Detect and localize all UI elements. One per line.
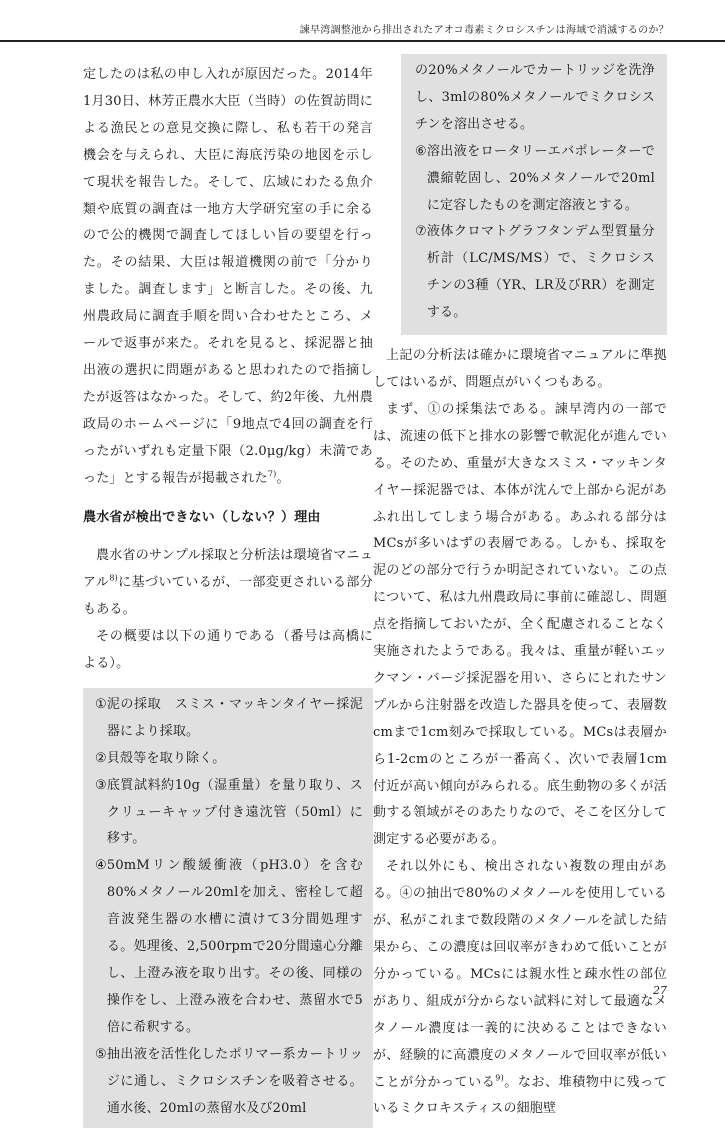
procedure-step (415, 219, 655, 327)
procedure-box-continued (401, 54, 667, 335)
step-text: 50mMリン酸緩衝液（pH3.0）を含む80%メタノール20mlを加え、密栓して超音波発生器の水槽に漬けて3分間処理する。処理後、2,500rpmで20分間遠心分離し、上澄み液を取り出す。その後、同様の操作をし、上澄み液を合わせ、蒸留水で5倍に希釈する。 (106, 858, 363, 1035)
step-number: ④ (95, 858, 107, 874)
paragraph: 定したのは私の申し入れが原因だった。2014年1月30日、林芳正農水大臣（当時）の佐賀訪問による漁民との意見交換に際し、私も若干の発言機会を与えられ、大臣に海底汚染の地図を示して現状を報告した。そして、広域にわたる魚介類や底質の調査は一地方大学研究室の手に余るので公的機関で調査してほしい旨の要望を行った。その結果、大臣は報道機関の前で「分かりました。調査します」と断言した。その後、九州農政局に調査手順を問い合わせたところ、メールで返事が来た。それを見ると、採泥器と抽出液の選択に問題があると思われたので指摘したが返答はなかった。そして、約2年後、九州農政局のホームページに「9地点で4回の調査を行ったがいずれも定量下限（2.0μg/kg）未満であった」とする報告が掲載された$^{7)}$。 (83, 67, 373, 486)
procedure-step (95, 773, 363, 854)
step-text: 底質試料約10g（湿重量）を量り取り、スクリューキャップ付き遠沈管（50ml）に移す。 (106, 777, 363, 847)
paragraph: まず、①の採集法である。諫早湾内の一部では、流速の低下と排水の影響で軟泥化が進んでいる。そのため、重量が大きなスミス・マッキンタイヤー採泥器では、本体が沈んで上部から泥があふれ出してしまう場合がある。あふれる部分はMCsが多いはずの表層である。しかも、採取を泥のどの部分で行うか明記されていない。この点について、私は九州農政局に事前に確認し、問題点を指摘しておいたが、全く配慮されることなく実施されたようである。我々は、重量が軽いエックマン・バージ採泥器を用い、さらにとれたサンプルから注射器を改造した器具を使って、表層数cmまで1cm刻みで採取している。MCsは表層から1-2cmのところが一番高く、次いで表層1cm付近が高い傾向がみられる。底生動物の多くが活動する領域がそのあたりなので、そこを区分して測定する必要がある。 (373, 401, 667, 848)
step-text: 液体クロマトグラフタンデム型質量分析計（LC/MS/MS）で、ミクロシスチンの3種（YR、LR及びRR）を測定する。 (426, 224, 655, 321)
procedure-step (95, 853, 363, 1041)
paragraph: その概要は以下の通りである（番号は高橋による）。 (83, 629, 373, 672)
step-text: 泥の採取 スミス・マッキンタイヤー採泥器により採取。 (106, 696, 363, 739)
step-number: ② (95, 750, 107, 766)
step-text: の20%メタノールでカートリッジを洗浄し、3mlの80%メタノールでミクロシスチンを溶出させる。 (415, 63, 655, 132)
procedure-step (95, 1042, 363, 1123)
running-head-title: 諫早湾調整池から排出されたアオコ毒素ミクロシスチンは海域で消滅するのか？ (299, 25, 669, 36)
step-text: 貝殻等を取り除く。 (106, 750, 226, 766)
page-number: 27 (653, 984, 667, 997)
paragraph: 上記の分析法は確かに環境省マニュアルに準拠してはいるが、問題点がいくつもある。 (373, 348, 667, 390)
right-column (373, 62, 667, 1123)
step-number: ① (95, 696, 107, 712)
footnote-ref: 9) (495, 1073, 504, 1083)
header-rule (0, 40, 725, 42)
step-number: ⑤ (95, 1046, 107, 1062)
section-heading: 農水省が検出できない（しない？）理由 (83, 509, 321, 525)
procedure-step (95, 746, 363, 773)
footnote-ref: 7) (267, 469, 277, 479)
procedure-step (95, 692, 363, 746)
paragraph: 農水省のサンプル採取と分析法は環境省マニュアル$^{8)}$に基づいているが、一部変更されいる部分もある。 (83, 548, 373, 618)
step-number: ⑥ (415, 143, 427, 159)
procedure-step (415, 139, 655, 220)
step-number: ③ (95, 777, 107, 793)
step-number: ⑦ (415, 224, 427, 240)
procedure-step-continued (415, 58, 655, 139)
footnote-ref: 8) (109, 573, 118, 583)
paragraph: それ以外にも、検出されない複数の理由がある。④の抽出で80%のメタノールを使用しているが、私がこれまで数段階のメタノールを試した結果から、この濃度は回収率がきわめて低いことが分かっている。MCsには親水性と疎水性の部位があり、組成が分からない試料に対して最適なメタノール濃度は一義的に決めることはできないが、経験的に高濃度のメタノールで回収率が低いことが分かっている$^{9)}$。なお、堆積物中に残っているミクロキスティスの細胞壁 (373, 859, 667, 1117)
step-text: 抽出液を活性化したポリマー系カートリッジに通し、ミクロシスチンを吸着させる。通水後、20mlの蒸留水及び20ml (106, 1046, 363, 1116)
procedure-box (83, 688, 373, 1128)
step-text: 溶出液をロータリーエバポレーターで濃縮乾固し、20%メタノールで20mlに定容したものを測定溶液とする。 (426, 143, 655, 213)
left-column (83, 62, 373, 1128)
